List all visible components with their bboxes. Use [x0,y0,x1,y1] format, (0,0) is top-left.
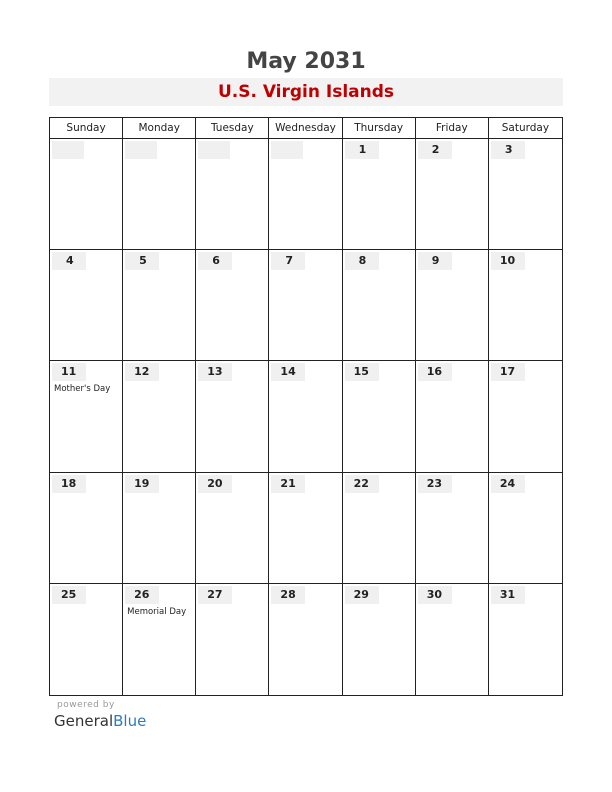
day-cell [416,584,489,695]
day-number: 4 [52,252,86,270]
day-cell [343,250,416,361]
day-cell [343,584,416,695]
day-number: 9 [418,252,452,270]
day-cell [343,473,416,584]
holiday-label: Mother's Day [54,384,111,395]
day-number: 12 [125,363,159,381]
day-cell [269,584,342,695]
day-number: 11 [52,363,86,381]
day-number: 13 [198,363,232,381]
day-number: 3 [491,141,525,159]
day-number: 7 [271,252,305,270]
day-cell [196,361,269,472]
day-cell [50,473,123,584]
day-cell [50,250,123,361]
day-cell [416,473,489,584]
region-subtitle: U.S. Virgin Islands [217,82,395,102]
day-number: 5 [125,252,159,270]
day-number [271,141,303,159]
weekday-header: Friday [416,118,489,139]
day-cell [50,584,123,695]
day-cell [489,473,562,584]
day-number: 27 [198,586,232,604]
day-cell [123,361,196,472]
day-number: 29 [345,586,379,604]
day-number: 1 [345,141,379,159]
weekday-header: Monday [123,118,196,139]
brand-logo [54,712,146,730]
day-cell [196,139,269,250]
day-number [198,141,230,159]
day-number [52,141,84,159]
day-number: 15 [345,363,379,381]
weekday-header: Saturday [489,118,562,139]
day-number: 2 [418,141,452,159]
day-cell [416,361,489,472]
day-cell [196,473,269,584]
day-number: 25 [52,586,86,604]
day-number: 30 [418,586,452,604]
day-number: 26 [125,586,159,604]
day-cell [269,361,342,472]
weekday-header: Thursday [343,118,416,139]
day-cell [343,361,416,472]
day-number: 31 [491,586,525,604]
day-cell [416,139,489,250]
day-cell [489,250,562,361]
weekday-header: Wednesday [269,118,342,139]
subtitle-bar [49,78,563,106]
day-cell [196,250,269,361]
day-cell [269,473,342,584]
day-number: 16 [418,363,452,381]
day-cell [123,584,196,695]
powered-by-text: powered by [57,700,115,710]
day-number: 23 [418,475,452,493]
day-number: 10 [491,252,525,270]
day-number: 14 [271,363,305,381]
day-cell [123,250,196,361]
day-number: 19 [125,475,159,493]
brand-blue-text: Blue [113,712,147,730]
weekday-header: Sunday [50,118,123,139]
day-cell [489,361,562,472]
holiday-label: Memorial Day [127,606,187,617]
day-cell [123,473,196,584]
day-number: 8 [345,252,379,270]
brand-general-text: General [54,712,114,730]
day-number: 20 [198,475,232,493]
day-cell [269,139,342,250]
day-cell [269,250,342,361]
day-number: 28 [271,586,305,604]
day-cell [343,139,416,250]
page-title: May 2031 [246,49,366,74]
day-number: 21 [271,475,305,493]
day-cell [50,361,123,472]
day-number: 6 [198,252,232,270]
calendar-grid [49,117,563,696]
day-cell [123,139,196,250]
day-cell [489,584,562,695]
day-cell [196,584,269,695]
day-number: 18 [52,475,86,493]
day-cell [489,139,562,250]
weekday-header: Tuesday [196,118,269,139]
day-number: 24 [491,475,525,493]
day-number: 22 [345,475,379,493]
day-cell [50,139,123,250]
day-number: 17 [491,363,525,381]
day-number [125,141,157,159]
day-cell [416,250,489,361]
